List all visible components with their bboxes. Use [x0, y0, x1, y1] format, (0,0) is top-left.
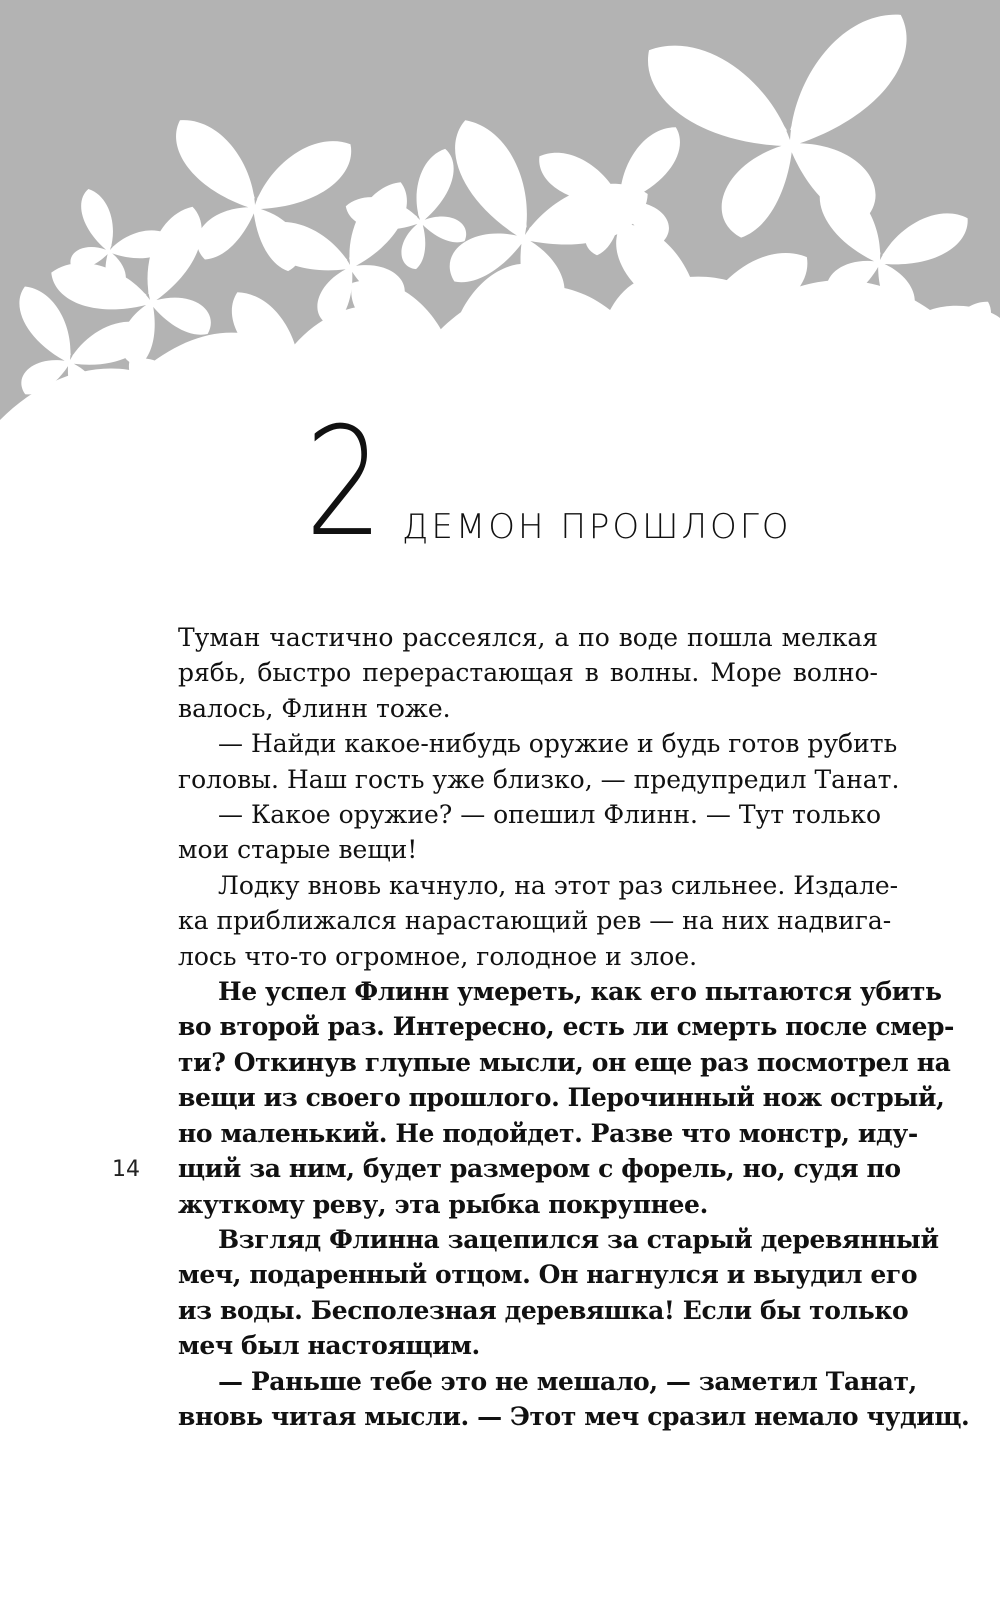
paragraph [178, 974, 955, 1222]
chapter-number: 2 [305, 396, 384, 570]
text-line: Туман частично рассеялся, а по воде пошла мелкая [178, 623, 878, 652]
paragraph [178, 797, 882, 868]
text-line: щий за ним, будет размером с форель, но, судя по [178, 1154, 901, 1184]
header-butterflies-art [0, 0, 1000, 500]
paragraph [178, 1222, 939, 1364]
text-line: мои старые вещи! [178, 835, 418, 865]
text-line: из воды. Бесполезная деревяшка! Если бы только [178, 1295, 909, 1325]
text-line: меч был настоящим. [178, 1331, 480, 1361]
text-line: — Какое оружие? — опешил Флинн. — Тут только [218, 800, 882, 830]
text-line: Лодку вновь качнуло, на этот раз сильнее. Издале- [218, 870, 899, 900]
paragraph [178, 1364, 970, 1435]
text-line: меч, подаренный отцом. Он нагнулся и выудил его [178, 1260, 918, 1290]
paragraph [178, 868, 899, 974]
text-line: но маленький. Не подойдет. Разве что монстр, иду- [178, 1118, 918, 1148]
paragraph [178, 726, 900, 797]
text-line: — Раньше тебе это не мешало, — заметил Танат, [218, 1366, 917, 1396]
chapter-title: ДЕМОН ПРОШЛОГО [402, 507, 792, 547]
text-line: вещи из своего прошлого. Перочинный нож острый, [178, 1083, 945, 1113]
text-line: ка приближался нарастающий рев — на них надвига- [178, 906, 892, 936]
text-line: рябь, быстро перерастающая в волны. Море волно- [178, 658, 878, 688]
chapter-body-text [178, 620, 970, 1434]
text-line: валось, Флинн тоже. [178, 693, 451, 723]
paragraph [178, 620, 878, 726]
text-line: головы. Наш гость уже близко, — предупредил Танат. [178, 764, 900, 794]
text-line: Взгляд Флинна зацепился за старый деревянный [218, 1224, 939, 1254]
text-line: во второй раз. Интересно, есть ли смерть после смер- [178, 1012, 955, 1042]
text-line: вновь читая мысли. — Этот меч сразил немало чудищ. [178, 1401, 970, 1431]
page-number: 14 [112, 1157, 140, 1182]
text-line: ти? Откинув глупые мысли, он еще раз посмотрел на [178, 1047, 951, 1077]
text-line: лось что-то огромное, голодное и злое. [178, 941, 698, 971]
text-line: — Найди какое-нибудь оружие и будь готов рубить [218, 729, 898, 759]
text-line: жуткому реву, эта рыбка покрупнее. [178, 1189, 708, 1219]
text-line: Не успел Флинн умереть, как его пытаются убить [218, 977, 942, 1007]
